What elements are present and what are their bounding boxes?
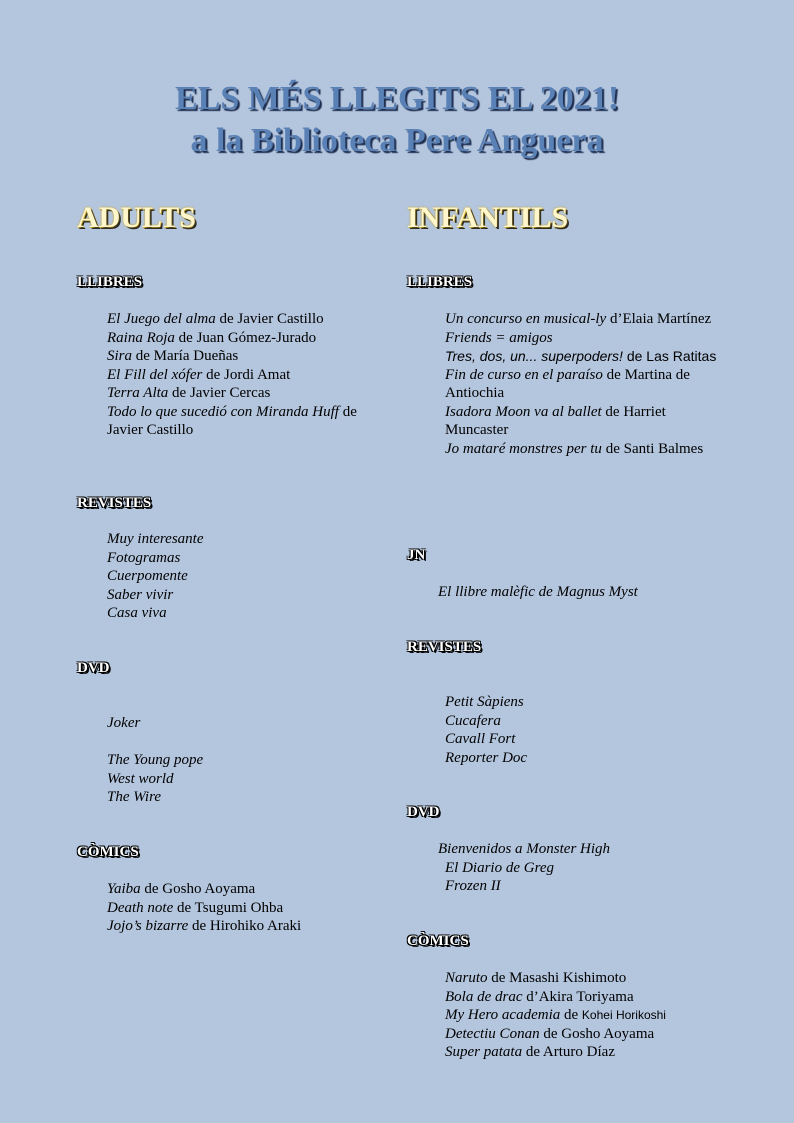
adults-revistes-list xyxy=(107,530,204,623)
adults-revistes-label: REVISTES xyxy=(77,495,152,511)
list-item: The Wire xyxy=(107,789,162,805)
list-item: Friends = amigos xyxy=(445,329,553,346)
infantils-heading: INFANTILS xyxy=(407,201,569,234)
list-item: Todo lo que sucedió con Miranda Huff de Javier Castillo xyxy=(107,403,357,438)
list-item: Isadora Moon va al ballet de Harriet Muncaster xyxy=(445,403,666,438)
infantils-llibres-list xyxy=(445,310,717,458)
infantils-revistes-list xyxy=(445,693,527,767)
list-item: Cavall Fort xyxy=(445,731,516,747)
list-item: El Fill del xófer de Jordi Amat xyxy=(107,366,291,383)
adults-comics-label: CÒMICS xyxy=(77,844,139,860)
list-item: Joker xyxy=(107,715,141,731)
list-item: Terra Alta de Javier Cercas xyxy=(107,385,271,401)
list-item: Petit Sàpiens xyxy=(445,694,524,710)
adults-dvd-list xyxy=(107,714,203,807)
list-item: Reporter Doc xyxy=(445,749,528,766)
list-item: Fotogramas xyxy=(107,549,181,566)
adults-llibres-label: LLIBRES xyxy=(77,274,143,290)
infantils-dvd-label: DVD xyxy=(407,804,440,820)
infantils-comics-list xyxy=(445,969,666,1062)
adults-heading: ADULTS xyxy=(77,201,196,234)
adults-llibres-list xyxy=(107,310,387,440)
list-item: Bola de drac d’Akira Toriyama xyxy=(445,988,634,1005)
list-item: My Hero academia de Kohei Horikoshi xyxy=(445,1007,666,1023)
list-item: Naruto de Masashi Kishimoto xyxy=(445,970,627,986)
list-item: Jojo’s bizarre de Hirohiko Araki xyxy=(107,918,302,934)
list-item: Jo mataré monstres per tu de Santi Balmes xyxy=(445,440,704,457)
infantils-revistes-label: REVISTES xyxy=(407,639,482,655)
list-item: El Diario de Greg xyxy=(445,859,555,876)
list-item: Tres, dos, un... superpoders! de Las Ratitas xyxy=(445,348,717,364)
infantils-dvd-list xyxy=(438,840,610,896)
list-item: Sira de María Dueñas xyxy=(107,348,239,364)
adults-dvd-label: DVD xyxy=(77,660,110,676)
list-item: Yaiba de Gosho Aoyama xyxy=(107,881,256,897)
list-item: Un concurso en musical-ly d’Elaia Martínez xyxy=(445,311,712,327)
list-item: Fin de curso en el paraíso de Martina de Antiochia xyxy=(445,366,690,401)
list-item: Frozen II xyxy=(445,878,501,894)
adults-comics-list xyxy=(107,880,301,936)
list-item: Muy interesante xyxy=(107,531,204,547)
list-item: Death note de Tsugumi Ohba xyxy=(107,899,284,916)
list-item: Detectiu Conan de Gosho Aoyama xyxy=(445,1025,655,1042)
list-item: Raina Roja de Juan Gómez-Jurado xyxy=(107,329,317,346)
infantils-comics-label: CÒMICS xyxy=(407,933,469,949)
list-item: Casa viva xyxy=(107,605,167,621)
page-subtitle: a la Biblioteca Pere Anguera xyxy=(190,122,604,159)
list-item: Super patata de Arturo Díaz xyxy=(445,1044,615,1060)
list-item: Cuerpomente xyxy=(107,568,188,584)
list-item: The Young pope xyxy=(107,752,204,768)
list-item: Saber vivir xyxy=(107,586,174,603)
list-item: El Juego del alma de Javier Castillo xyxy=(107,311,324,327)
infantils-jn-list xyxy=(438,583,638,602)
list-item: Bienvenidos a Monster High xyxy=(438,841,611,857)
infantils-jn-label: JN xyxy=(407,547,426,563)
infantils-llibres-label: LLIBRES xyxy=(407,274,473,290)
list-item: El llibre malèfic de Magnus Myst xyxy=(438,584,638,600)
list-item: West world xyxy=(107,770,174,787)
list-item: Cucafera xyxy=(445,712,501,729)
page-title: ELS MÉS LLEGITS EL 2021! xyxy=(174,80,620,117)
